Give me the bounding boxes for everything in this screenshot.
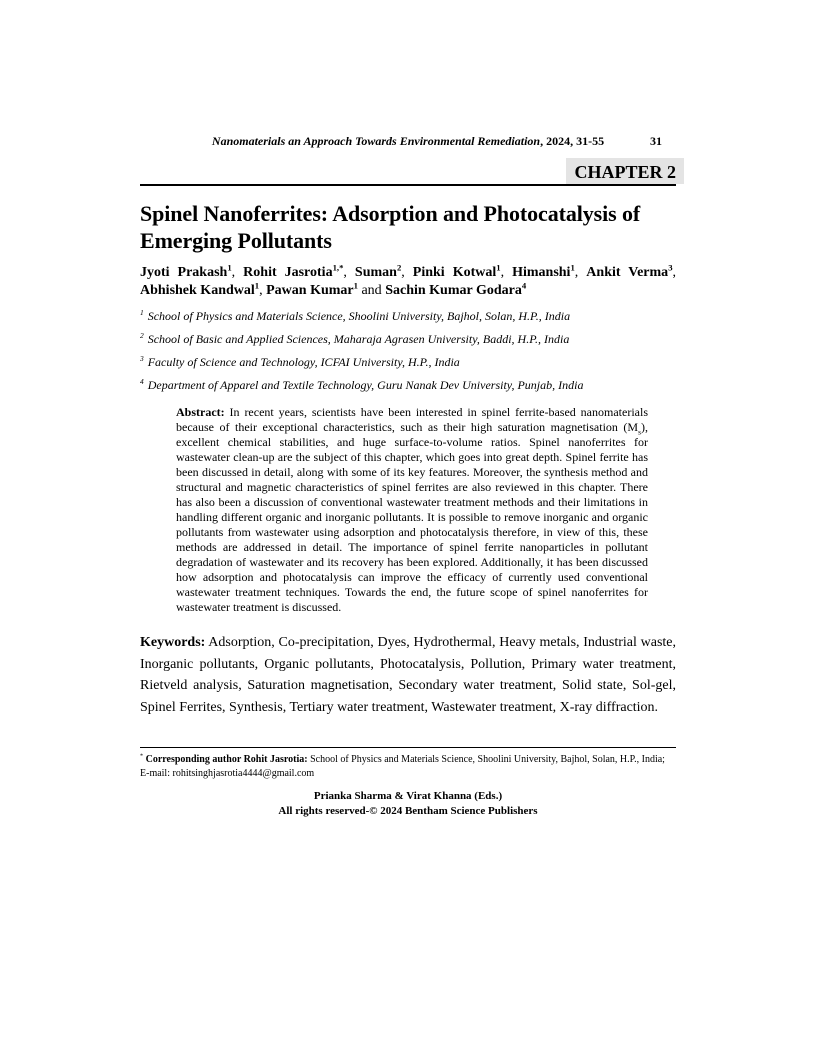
author-list <box>140 264 676 299</box>
author-separator: , <box>672 265 677 280</box>
keywords <box>140 632 676 718</box>
author-name: Sachin Kumar Godara <box>385 282 522 298</box>
affiliation-marker: 4 <box>140 377 144 386</box>
affiliation-marker: 1 <box>140 308 144 317</box>
author-name: Rohit Jasrotia <box>243 265 333 280</box>
author-affiliation-marker: 2 <box>396 262 402 273</box>
author-name: Suman <box>354 265 397 280</box>
footnote-text: School of Physics and Materials Science, Shoolini University, Bajhol, Solan, H.P., India; E-mail: rohitsinghjasrotia4444@gmail.com <box>140 754 665 779</box>
abstract-text: ), excellent chemical stabilities, and huge surface-to-volume ratios. Spinel nanoferrites for wastewater clean-up are the subject of this chapter, which goes into great depth. Spinel ferrite has been discussed in detail, along with some of its key features. Moreover, the synthesis method and structural and magnetic characteristics of spinel ferrites are also reviewed in this chapter. There has also been a discussion of conventional wastewater treatment methods and their limitations in handling different organic and inorganic pollutants. It is possible to remove inorganic and organic pollutants from wastewater using adsorption and photocatalysis therefore, in view of this, these methods are addressed in detail. The importance of spinel ferrite nanoparticles in pollutant degradation of wastewater and its recovery has been explored. Additionally, it has been discussed how adsorption and photocatalysis can improve the efficacy of currently used conventional wastewater treatment techniques. Towards the end, the future scope of spinel nanoferrites for wastewater treatment is discussed. <box>176 420 648 614</box>
affiliation-list <box>140 305 676 397</box>
publisher-footer <box>140 789 676 818</box>
keywords-label: Keywords: <box>140 635 206 650</box>
author-separator: , <box>500 265 513 280</box>
author-name: Pawan Kumar <box>266 282 354 298</box>
affiliation-text: School of Basic and Applied Sciences, Maharaja Agrasen University, Baddi, H.P., India <box>147 332 570 346</box>
page-number: 31 <box>650 134 662 148</box>
author-affiliation-marker: 1 <box>227 262 232 273</box>
author-affiliation-marker: 1 <box>254 279 260 290</box>
affiliation-text: Faculty of Science and Technology, ICFAI University, H.P., India <box>147 355 460 369</box>
author-name: Abhishek Kandwal <box>140 282 255 298</box>
affiliation-marker: 2 <box>140 331 144 340</box>
author-separator: , <box>259 282 267 298</box>
footnote-label: Corresponding author Rohit Jasrotia: <box>143 754 311 765</box>
affiliation-item <box>140 328 676 351</box>
author-separator: , <box>343 265 355 280</box>
footnote-marker: * <box>140 752 144 760</box>
affiliation-item <box>140 351 676 374</box>
running-head <box>140 134 676 148</box>
rights-line: All rights reserved-© 2024 Bentham Science Publishers <box>278 804 538 817</box>
abstract-ms-subscript: s <box>638 427 641 437</box>
affiliation-item <box>140 305 676 328</box>
affiliation-text: Department of Apparel and Textile Technology, Guru Nanak Dev University, Punjab, India <box>147 378 584 392</box>
author-affiliation-marker: 3 <box>668 262 673 273</box>
affiliation-marker: 3 <box>140 354 144 363</box>
running-head-title: Nanomaterials an Approach Towards Environmental Remediation <box>211 134 541 148</box>
author-affiliation-marker: 1 <box>570 262 575 273</box>
author-name: Ankit Verma <box>586 265 669 280</box>
author-name: Pinki Kotwal <box>412 265 497 280</box>
chapter-label: CHAPTER 2 <box>566 158 684 184</box>
affiliation-item <box>140 374 676 397</box>
author-separator: , <box>574 265 587 280</box>
editors-line: Prianka Sharma & Virat Khanna (Eds.) <box>313 790 503 802</box>
author-separator: , <box>231 265 244 280</box>
author-separator: , <box>401 265 413 280</box>
author-affiliation-marker: 4 <box>521 279 527 290</box>
chapter-bar <box>140 158 676 186</box>
author-name: Himanshi <box>512 265 571 280</box>
abstract <box>176 405 648 615</box>
author-affiliation-marker: 1 <box>496 262 501 273</box>
author-affiliation-marker: 1,* <box>332 262 344 273</box>
corresponding-author-footnote <box>140 747 676 780</box>
keywords-text: Adsorption, Co-precipitation, Dyes, Hydrothermal, Heavy metals, Industrial waste, Inorganic pollutants, Organic pollutants, Photocatalysis, Pollution, Primary water treatment, Rietveld analysis, Saturation magnetisation, Secondary water treatment, Solid state, Sol-gel, Spinel Ferrites, Synthesis, Tertiary water treatment, Wastewater treatment, X-ray diffraction. <box>140 635 676 715</box>
author-name: Jyoti Prakash <box>140 265 228 280</box>
running-head-suffix: , 2024, 31-55 <box>540 134 605 148</box>
chapter-title: Spinel Nanoferrites: Adsorption and Photocatalysis of Emerging Pollutants <box>140 201 641 253</box>
author-affiliation-marker: 1 <box>353 279 358 290</box>
author-separator: and <box>357 282 386 298</box>
abstract-text: In recent years, scientists have been interested in spinel ferrite-based nanomaterials because of their exceptional characteristics, such as their high saturation magnetisation (M <box>176 405 648 434</box>
affiliation-text: School of Physics and Materials Science, Shoolini University, Bajhol, Solan, H.P., India <box>147 309 571 323</box>
abstract-label: Abstract: <box>176 405 225 419</box>
